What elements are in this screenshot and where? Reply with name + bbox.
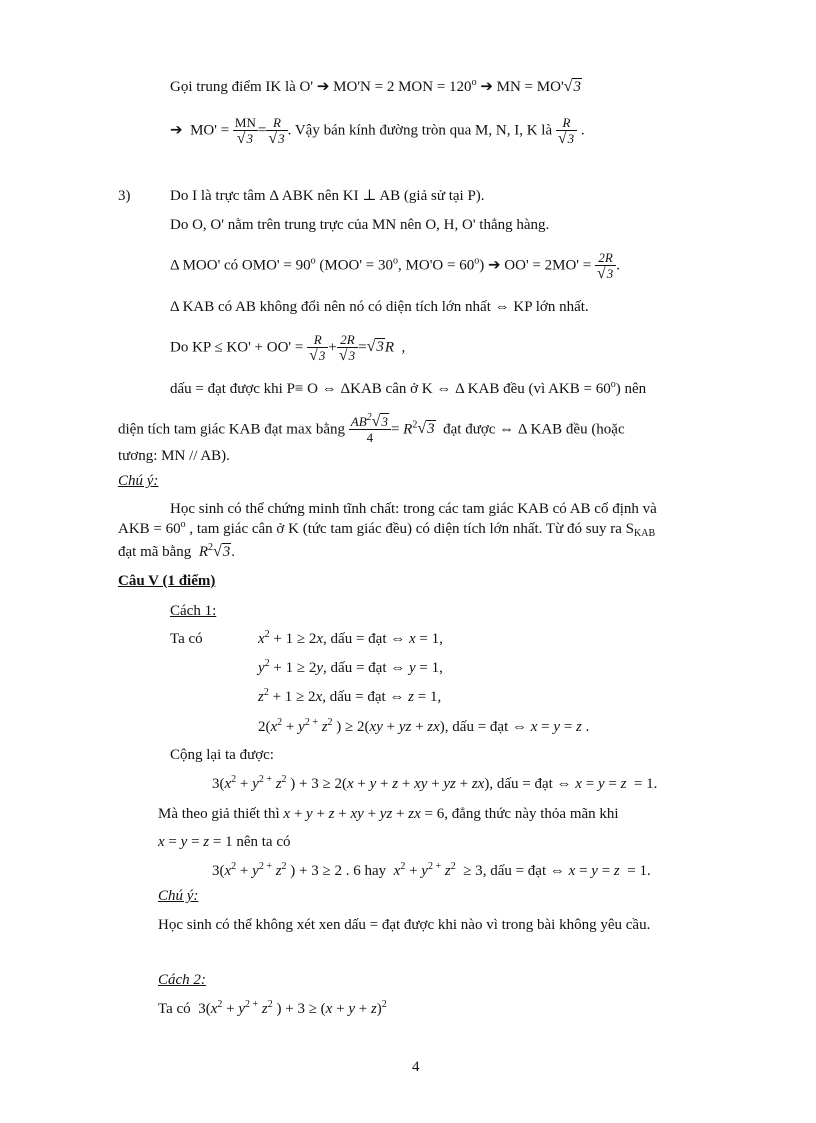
method-2-title: Cách 2: bbox=[158, 972, 206, 988]
note1-line2: AKB = $60^o$ , tam giác cân ở K (tức tam giác đều) có diện tích lớn nhất. Từ đó suy ra $S_{KAB}$ bbox=[118, 519, 656, 539]
note-title: Chú ý: bbox=[158, 888, 199, 904]
ineq-row-sum: $2(x^2 + y^{2 +}$ $z^2$ ) ≥ 2(xy + yz + zx), dấu = đạt ⇔ x = y = z . bbox=[258, 717, 590, 735]
fraction-mn-sqrt3: $\frac{MN}{√3}$ bbox=[234, 115, 256, 147]
part3-line4: Δ KAB có AB không đổi nên nó có diện tích lớn nhất ⇔ KP lớn nhất. bbox=[170, 299, 589, 315]
line-midpoint: Gọi trung điểm IK là O' ➔ MO'N = 2 MON = $120^o$ ➔ MN = MO'√3 bbox=[170, 77, 581, 95]
ineq-row-z: $z^2 + 1 \ge 2x$, dấu = đạt ⇔ z = 1, bbox=[258, 687, 442, 705]
fraction-r-sqrt3: $\frac{R}{√3}$ bbox=[556, 115, 577, 147]
ineq-row-y: $y^2 + 1 \ge 2y$, dấu = đạt ⇔ y = 1, bbox=[258, 658, 443, 676]
part3-line7: diện tích tam giác KAB đạt max bằng $\frac{AB^2√3}{4}$ = $R^2√3$ đạt được ⇔ Δ KAB đều (hoặc bbox=[118, 412, 625, 445]
note1-line1: Học sinh có thể chứng minh tĩnh chất: trong các tam giác KAB có AB cố định và bbox=[170, 501, 657, 517]
cong-lai: Cộng lại ta được: bbox=[170, 747, 274, 763]
arrow-right-icon: ➔ bbox=[480, 79, 493, 95]
ineq-row-x: $x^2 + 1 \ge 2x$, dấu = đạt ⇔ x = 1, bbox=[258, 629, 443, 647]
part3-line3: Δ MOO' có $OMO' = 90^o$ ($MOO' = 30^o$, $MO'O = 60^o$) ➔ OO' = 2MO' = $\frac{2R}{√3}$ . bbox=[170, 250, 620, 282]
question-v-title: Câu V (1 điểm) bbox=[118, 573, 216, 589]
equality-line: x = y = z = 1 nên ta có bbox=[158, 834, 291, 850]
fraction-ab-area: $\frac{AB^2√3}{4}$ bbox=[349, 414, 391, 446]
page-number: 4 bbox=[412, 1059, 420, 1075]
method-1-title: Cách 1: bbox=[170, 603, 217, 619]
part3-line6: dấu = đạt được khi P≡ O ⇔ ΔKAB cân ở K ⇔ Δ KAB đều (vì AKB = $60^o$) nên bbox=[170, 379, 647, 397]
note2-line1: Học sinh có thể không xét xen dấu = đạt được khi nào vì trong bài không yêu cầu. bbox=[158, 917, 651, 933]
method-2-line1: Ta có $3(x^2 + y^{2 +}$ $z^2$ ) + $3 \ge (x + y + z)^2$ bbox=[158, 999, 387, 1017]
part3-line1: Do I là trực tâm Δ ABK nên KI ⊥ AB (giả sử tại P). bbox=[170, 188, 485, 204]
fraction-r-sqrt3: $\frac{R}{√3}$ bbox=[266, 115, 287, 147]
part3-line8: tương: MN // AB). bbox=[118, 448, 230, 464]
part3-line2: Do O, O' nằm trên trung trực của MN nên O, H, O' thẳng hàng. bbox=[170, 217, 550, 233]
note1-line3: đạt mã bằng $R^2√3$. bbox=[118, 542, 236, 560]
hypothesis-line: Mà theo giả thiết thì x + y + z + xy + yz + zx = 6, đẳng thức này thỏa mãn khi bbox=[158, 806, 619, 822]
ta-co-label: Ta có bbox=[170, 631, 203, 647]
final-inequality: $3(x^2 + y^{2 +}$ $z^2$ ) + 3 ≥ 2 . 6 hay $x^2 + y^{2 +}$ $z^2 \ge 3$, dấu = đạt ⇔ x = y = z = 1. bbox=[212, 861, 651, 879]
line-radius: ➔ MO' = $\frac{MN}{√3}$ = $\frac{R}{√3}$ . Vậy bán kính đường tròn qua M, N, I, K là $\frac{R}{√3}$ . bbox=[170, 115, 585, 147]
part3-line5: Do KP ≤ KO' + OO' = $\frac{R}{√3}$ + $\frac{2R}{√3}$ =√3R , bbox=[170, 332, 406, 364]
part-label: 3) bbox=[118, 188, 131, 204]
fraction-2r-sqrt3: $\frac{2R}{√3}$ bbox=[595, 250, 616, 282]
arrow-right-icon: ➔ bbox=[170, 122, 183, 139]
sum-inequality: $3(x^2 + y^{2 +}$ $z^2$ ) + 3 ≥ 2(x + y + z + xy + yz + zx), dấu = đạt ⇔ x = y = z = 1. bbox=[212, 774, 658, 792]
sqrt-3: √3 bbox=[563, 78, 581, 95]
arrow-right-icon: ➔ bbox=[316, 79, 330, 95]
note-title: Chú ý: bbox=[118, 473, 159, 489]
arrow-right-icon: ➔ bbox=[487, 257, 501, 274]
